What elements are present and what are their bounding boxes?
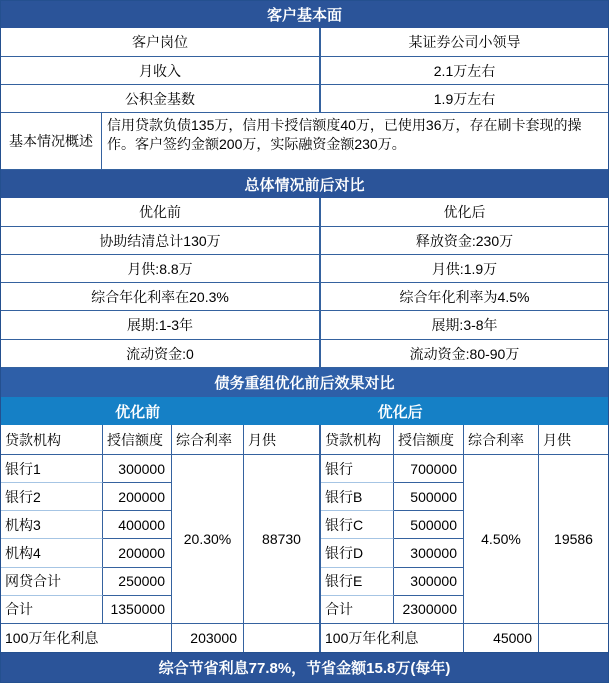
credit-amount: 400000 (103, 511, 172, 539)
annual-rate-after: 综合年化利率为4.5% (399, 288, 530, 305)
after-column-header: 优化后 (377, 403, 423, 421)
before-combined-rate: 20.30% (172, 455, 244, 624)
credit-amount: 700000 (394, 455, 464, 483)
released-funds-after: 释放资金:230万 (415, 232, 514, 249)
total-label: 合计 (321, 596, 394, 624)
empty-cell (244, 624, 319, 652)
lender-name: 银行C (321, 511, 394, 539)
credit-amount: 300000 (103, 455, 172, 483)
compare-row (1, 340, 608, 368)
after-monthly-payment: 19586 (539, 455, 608, 624)
customer-position-label: 客户岗位 (1, 28, 321, 56)
overview-row (1, 113, 608, 170)
monthly-income-value: 2.1万左右 (433, 62, 496, 79)
term-before: 展期:1-3年 (1, 311, 321, 339)
empty-cell (539, 624, 608, 652)
compare-row (1, 198, 608, 227)
housing-fund-base-label: 公积金基数 (1, 85, 321, 112)
col-header-lender: 贷款机构 (1, 425, 103, 455)
monthly-income-label: 月收入 (1, 57, 321, 84)
annual-rate-before: 综合年化利率在20.3% (1, 283, 321, 310)
overview-label: 基本情况概述 (1, 113, 102, 169)
table-row (1, 57, 608, 85)
before-monthly-payment: 88730 (244, 455, 319, 624)
annual-interest-per-million-label: 100万年化利息 (1, 624, 172, 652)
lender-name: 银行E (321, 568, 394, 596)
customer-position-value: 某证券公司小领导 (408, 34, 521, 50)
col-header-credit-limit: 授信额度 (103, 425, 172, 455)
liquidity-after: 流动资金:80-90万 (409, 345, 520, 362)
lender-name: 银行1 (1, 455, 103, 483)
settled-total-before: 协助结清总计130万 (1, 227, 321, 254)
liquidity-before: 流动资金:0 (1, 340, 321, 367)
compare-row (1, 283, 608, 311)
lender-name: 机构3 (1, 511, 103, 539)
before-header: 优化前 (1, 198, 321, 226)
savings-summary-banner: 综合节省利息77.8%，节省金额15.8万(每年) (1, 653, 608, 682)
col-header-lender: 贷款机构 (321, 425, 394, 455)
table-row (1, 28, 608, 57)
credit-amount: 200000 (103, 539, 172, 567)
credit-amount: 500000 (394, 511, 464, 539)
annual-interest-per-million-value: 203000 (172, 624, 244, 652)
after-loan-table (321, 425, 608, 652)
section-title-restructure-comparison: 债务重组优化前后效果对比 (1, 368, 608, 397)
section-title-overall-comparison: 总体情况前后对比 (1, 170, 608, 198)
annual-interest-per-million-value: 45000 (464, 624, 539, 652)
restructure-subheader (1, 397, 608, 425)
detail-tables (1, 425, 608, 653)
lender-name: 银行B (321, 483, 394, 511)
lender-name: 机构4 (1, 539, 103, 567)
lender-name: 银行D (321, 539, 394, 567)
col-header-rate: 综合利率 (172, 425, 244, 455)
lender-name: 网贷合计 (1, 568, 103, 596)
table-row (1, 85, 608, 113)
col-header-monthly: 月供 (539, 425, 608, 455)
housing-fund-base-value: 1.9万左右 (433, 90, 496, 107)
total-amount: 2300000 (394, 596, 464, 624)
col-header-credit-limit: 授信额度 (394, 425, 464, 455)
credit-amount: 250000 (103, 568, 172, 596)
credit-amount: 500000 (394, 483, 464, 511)
lender-name: 银行2 (1, 483, 103, 511)
lender-name: 银行 (321, 455, 394, 483)
monthly-payment-after: 月供:1.9万 (431, 260, 498, 277)
term-after: 展期:3-8年 (431, 317, 498, 333)
total-label: 合计 (1, 596, 103, 624)
compare-row (1, 255, 608, 283)
annual-interest-per-million-label: 100万年化利息 (321, 624, 464, 652)
col-header-rate: 综合利率 (464, 425, 539, 455)
before-column-header: 优化前 (115, 403, 161, 421)
total-amount: 1350000 (103, 596, 172, 624)
compare-row (1, 227, 608, 255)
overview-text: 信用贷款负债135万，信用卡授信额度40万，已使用36万，存在刷卡套现的操作。客户签约金额200万，实际融资金额230万。 (107, 117, 582, 152)
before-loan-table (1, 425, 321, 652)
credit-amount: 300000 (394, 539, 464, 567)
credit-amount: 300000 (394, 568, 464, 596)
col-header-monthly: 月供 (244, 425, 319, 455)
after-header: 优化后 (443, 204, 486, 220)
compare-row (1, 311, 608, 340)
credit-amount: 200000 (103, 483, 172, 511)
section-title-customer-basics: 客户基本面 (1, 1, 608, 28)
after-combined-rate: 4.50% (464, 455, 539, 624)
monthly-payment-before: 月供:8.8万 (1, 255, 321, 282)
